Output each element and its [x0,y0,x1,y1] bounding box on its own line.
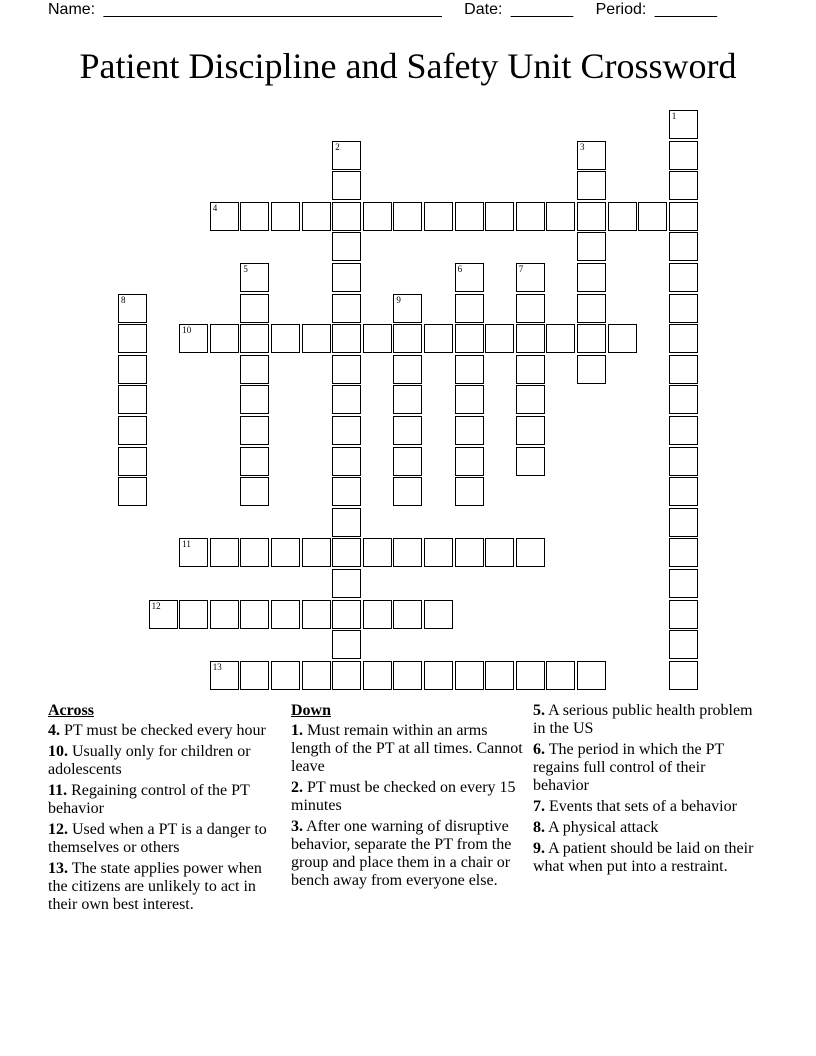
crossword-cell[interactable] [516,294,545,323]
crossword-cell[interactable] [271,202,300,231]
crossword-cell[interactable] [455,447,484,476]
crossword-cell[interactable] [516,263,545,292]
crossword-cell[interactable] [485,661,514,690]
crossword-cell[interactable] [669,171,698,200]
crossword-cell[interactable] [669,661,698,690]
clue-down-7: 7. Events that sets of a behavior [533,798,737,815]
crossword-cell[interactable] [669,232,698,261]
crossword-cell[interactable] [424,538,453,567]
crossword-cell[interactable] [240,324,269,353]
crossword-cell[interactable] [332,661,361,690]
crossword-cell[interactable] [179,600,208,629]
crossword-cell[interactable] [546,661,575,690]
clue-across-13: 13. The state applies power when the citizens are unlikely to act in their own best interest. [48,860,262,913]
crossword-cell[interactable] [577,355,606,384]
crossword-cell[interactable] [393,538,422,567]
clue-down-9: 9. A patient should be laid on their what when put into a restraint. [533,840,754,875]
crossword-cell[interactable] [332,477,361,506]
crossword-cell[interactable] [240,447,269,476]
crossword-cell[interactable] [118,294,147,323]
crossword-cell[interactable] [455,263,484,292]
crossword-cell[interactable] [271,661,300,690]
crossword-cell[interactable] [240,416,269,445]
crossword-cell[interactable] [669,141,698,170]
crossword-cell[interactable] [118,416,147,445]
crossword-cell[interactable] [424,324,453,353]
crossword-cell[interactable] [332,447,361,476]
date-line[interactable]: _______ [510,1,574,18]
name-line[interactable]: ______________________________________ [103,1,442,18]
crossword-cell[interactable] [332,385,361,414]
crossword-cell[interactable] [393,416,422,445]
crossword-cell[interactable] [240,385,269,414]
across-heading: Across [48,702,94,719]
crossword-cell[interactable] [485,324,514,353]
crossword-cell[interactable] [332,171,361,200]
crossword-cell[interactable] [363,324,392,353]
period-line[interactable]: _______ [654,1,718,18]
crossword-cell[interactable] [669,385,698,414]
clue-number: 13 [212,661,222,672]
crossword-cell[interactable] [271,324,300,353]
crossword-cell[interactable] [363,202,392,231]
crossword-cell[interactable] [393,600,422,629]
crossword-cell[interactable] [516,324,545,353]
crossword-cell[interactable] [577,661,606,690]
crossword-cell[interactable] [393,385,422,414]
crossword-cell[interactable] [485,202,514,231]
clue-number: 4 [212,202,218,213]
crossword-cell[interactable] [332,630,361,659]
clue-number: 5 [243,264,248,274]
crossword-cell[interactable] [240,538,269,567]
crossword-cell[interactable] [669,294,698,323]
crossword-cell[interactable] [516,661,545,690]
crossword-cell[interactable] [118,355,147,384]
crossword-cell[interactable] [669,355,698,384]
crossword-cell[interactable] [240,355,269,384]
crossword-cell[interactable] [638,202,667,231]
crossword-cell[interactable] [516,447,545,476]
clue-down-1: 1. Must remain within an arms length of the PT at all times. Cannot leave [291,722,523,775]
down-clues-column-2 [533,702,765,879]
clue-across-10: 10. Usually only for children or adolescents [48,743,251,778]
crossword-cell[interactable] [393,477,422,506]
crossword-cell[interactable] [240,661,269,690]
crossword-cell[interactable] [516,385,545,414]
clue-number: 10 [182,325,192,336]
crossword-cell[interactable] [424,600,453,629]
crossword-cell[interactable] [240,263,269,292]
clue-across-12: 12. Used when a PT is a danger to themselves or others [48,821,267,856]
crossword-cell[interactable] [332,324,361,353]
crossword-cell[interactable] [118,385,147,414]
crossword-cell[interactable] [332,202,361,231]
clue-number: 9 [396,294,401,305]
crossword-cell[interactable] [332,263,361,292]
crossword-cell[interactable] [455,294,484,323]
crossword-cell[interactable] [393,202,422,231]
crossword-cell[interactable] [669,630,698,659]
crossword-cell[interactable] [577,294,606,323]
crossword-cell[interactable] [669,110,698,139]
clue-number: 11 [182,539,191,550]
crossword-cell[interactable] [332,538,361,567]
crossword-cell[interactable] [302,600,331,629]
crossword-cell[interactable] [302,324,331,353]
crossword-cell[interactable] [393,294,422,323]
crossword-cell[interactable] [210,600,239,629]
crossword-cell[interactable] [332,600,361,629]
crossword-cell[interactable] [424,202,453,231]
crossword-cell[interactable] [210,324,239,353]
clue-number: 8 [121,294,126,305]
crossword-cell[interactable] [302,538,331,567]
crossword-cell[interactable] [332,508,361,537]
crossword-cell[interactable] [302,661,331,690]
crossword-cell[interactable] [240,477,269,506]
crossword-cell[interactable] [363,661,392,690]
clue-across-11: 11. Regaining control of the PT behavior [48,782,250,817]
crossword-cell[interactable] [669,508,698,537]
crossword-cell[interactable] [240,600,269,629]
crossword-cell[interactable] [424,661,453,690]
crossword-cell[interactable] [516,355,545,384]
crossword-cell[interactable] [669,202,698,231]
crossword-cell[interactable] [332,416,361,445]
crossword-cell[interactable] [669,447,698,476]
crossword-cell[interactable] [118,324,147,353]
crossword-cell[interactable] [485,538,514,567]
crossword-cell[interactable] [393,447,422,476]
date-label: Date: [464,1,503,18]
clue-number: 3 [580,141,585,152]
crossword-cell[interactable] [271,538,300,567]
crossword-cell[interactable] [669,538,698,567]
crossword-cell[interactable] [210,661,239,690]
student-info-header [48,0,748,22]
crossword-cell[interactable] [332,232,361,261]
crossword-cell[interactable] [210,202,239,231]
crossword-cell[interactable] [669,324,698,353]
crossword-cell[interactable] [455,661,484,690]
clue-number: 2 [335,141,340,152]
crossword-cell[interactable] [455,355,484,384]
across-clues [48,702,280,917]
clue-down-3: 3. After one warning of disruptive behavior, separate the PT from the group and place them in a chair or bench away from everyone else. [291,818,512,889]
clue-down-8: 8. A physical attack [533,819,659,836]
crossword-cell[interactable] [577,263,606,292]
crossword-cell[interactable] [118,477,147,506]
crossword-cell[interactable] [118,447,147,476]
crossword-cell[interactable] [332,355,361,384]
clue-number: 6 [457,264,463,274]
crossword-cell[interactable] [608,202,637,231]
down-clues-column-1 [291,702,523,893]
crossword-cell[interactable] [455,538,484,567]
crossword-cell[interactable] [455,324,484,353]
clue-number: 1 [671,111,677,121]
crossword-cell[interactable] [516,202,545,231]
crossword-cell[interactable] [669,263,698,292]
crossword-cell[interactable] [393,324,422,353]
crossword-cell[interactable] [577,202,606,231]
period-label: Period: [595,1,647,18]
clue-down-2: 2. PT must be checked on every 15 minutes [291,779,516,814]
crossword-cell[interactable] [455,477,484,506]
down-heading: Down [291,702,332,719]
crossword-cell[interactable] [393,355,422,384]
clue-number: 12 [151,600,161,611]
clue-down-6: 6. The period in which the PT regains full control of their behavior [533,741,724,794]
crossword-cell[interactable] [240,294,269,323]
crossword-cell[interactable] [577,324,606,353]
crossword-cell[interactable] [179,538,208,567]
crossword-cell[interactable] [332,141,361,170]
crossword-cell[interactable] [669,600,698,629]
crossword-cell[interactable] [455,385,484,414]
crossword-cell[interactable] [455,416,484,445]
clue-down-5: 5. A serious public health problem in the US [533,702,753,737]
crossword-cell[interactable] [332,294,361,323]
crossword-cell[interactable] [363,538,392,567]
crossword-cell[interactable] [455,202,484,231]
crossword-cell[interactable] [577,171,606,200]
page-title: Patient Discipline and Safety Unit Crossword [79,46,737,86]
crossword-cell[interactable] [363,600,392,629]
crossword-cell[interactable] [669,477,698,506]
crossword-cell[interactable] [302,202,331,231]
crossword-cell[interactable] [577,232,606,261]
crossword-cell[interactable] [179,324,208,353]
crossword-cell[interactable] [669,416,698,445]
clue-number: 7 [518,264,524,274]
crossword-cell[interactable] [608,324,637,353]
crossword-cell[interactable] [271,600,300,629]
crossword-cell[interactable] [546,202,575,231]
crossword-cell[interactable] [546,324,575,353]
crossword-cell[interactable] [516,538,545,567]
crossword-cell[interactable] [393,661,422,690]
crossword-cell[interactable] [577,141,606,170]
name-label: Name: [48,1,96,18]
crossword-cell[interactable] [516,416,545,445]
crossword-cell[interactable] [210,538,239,567]
crossword-cell[interactable] [332,569,361,598]
clue-across-4: 4. PT must be checked every hour [48,722,266,739]
crossword-cell[interactable] [240,202,269,231]
crossword-cell[interactable] [149,600,178,629]
crossword-cell[interactable] [669,569,698,598]
